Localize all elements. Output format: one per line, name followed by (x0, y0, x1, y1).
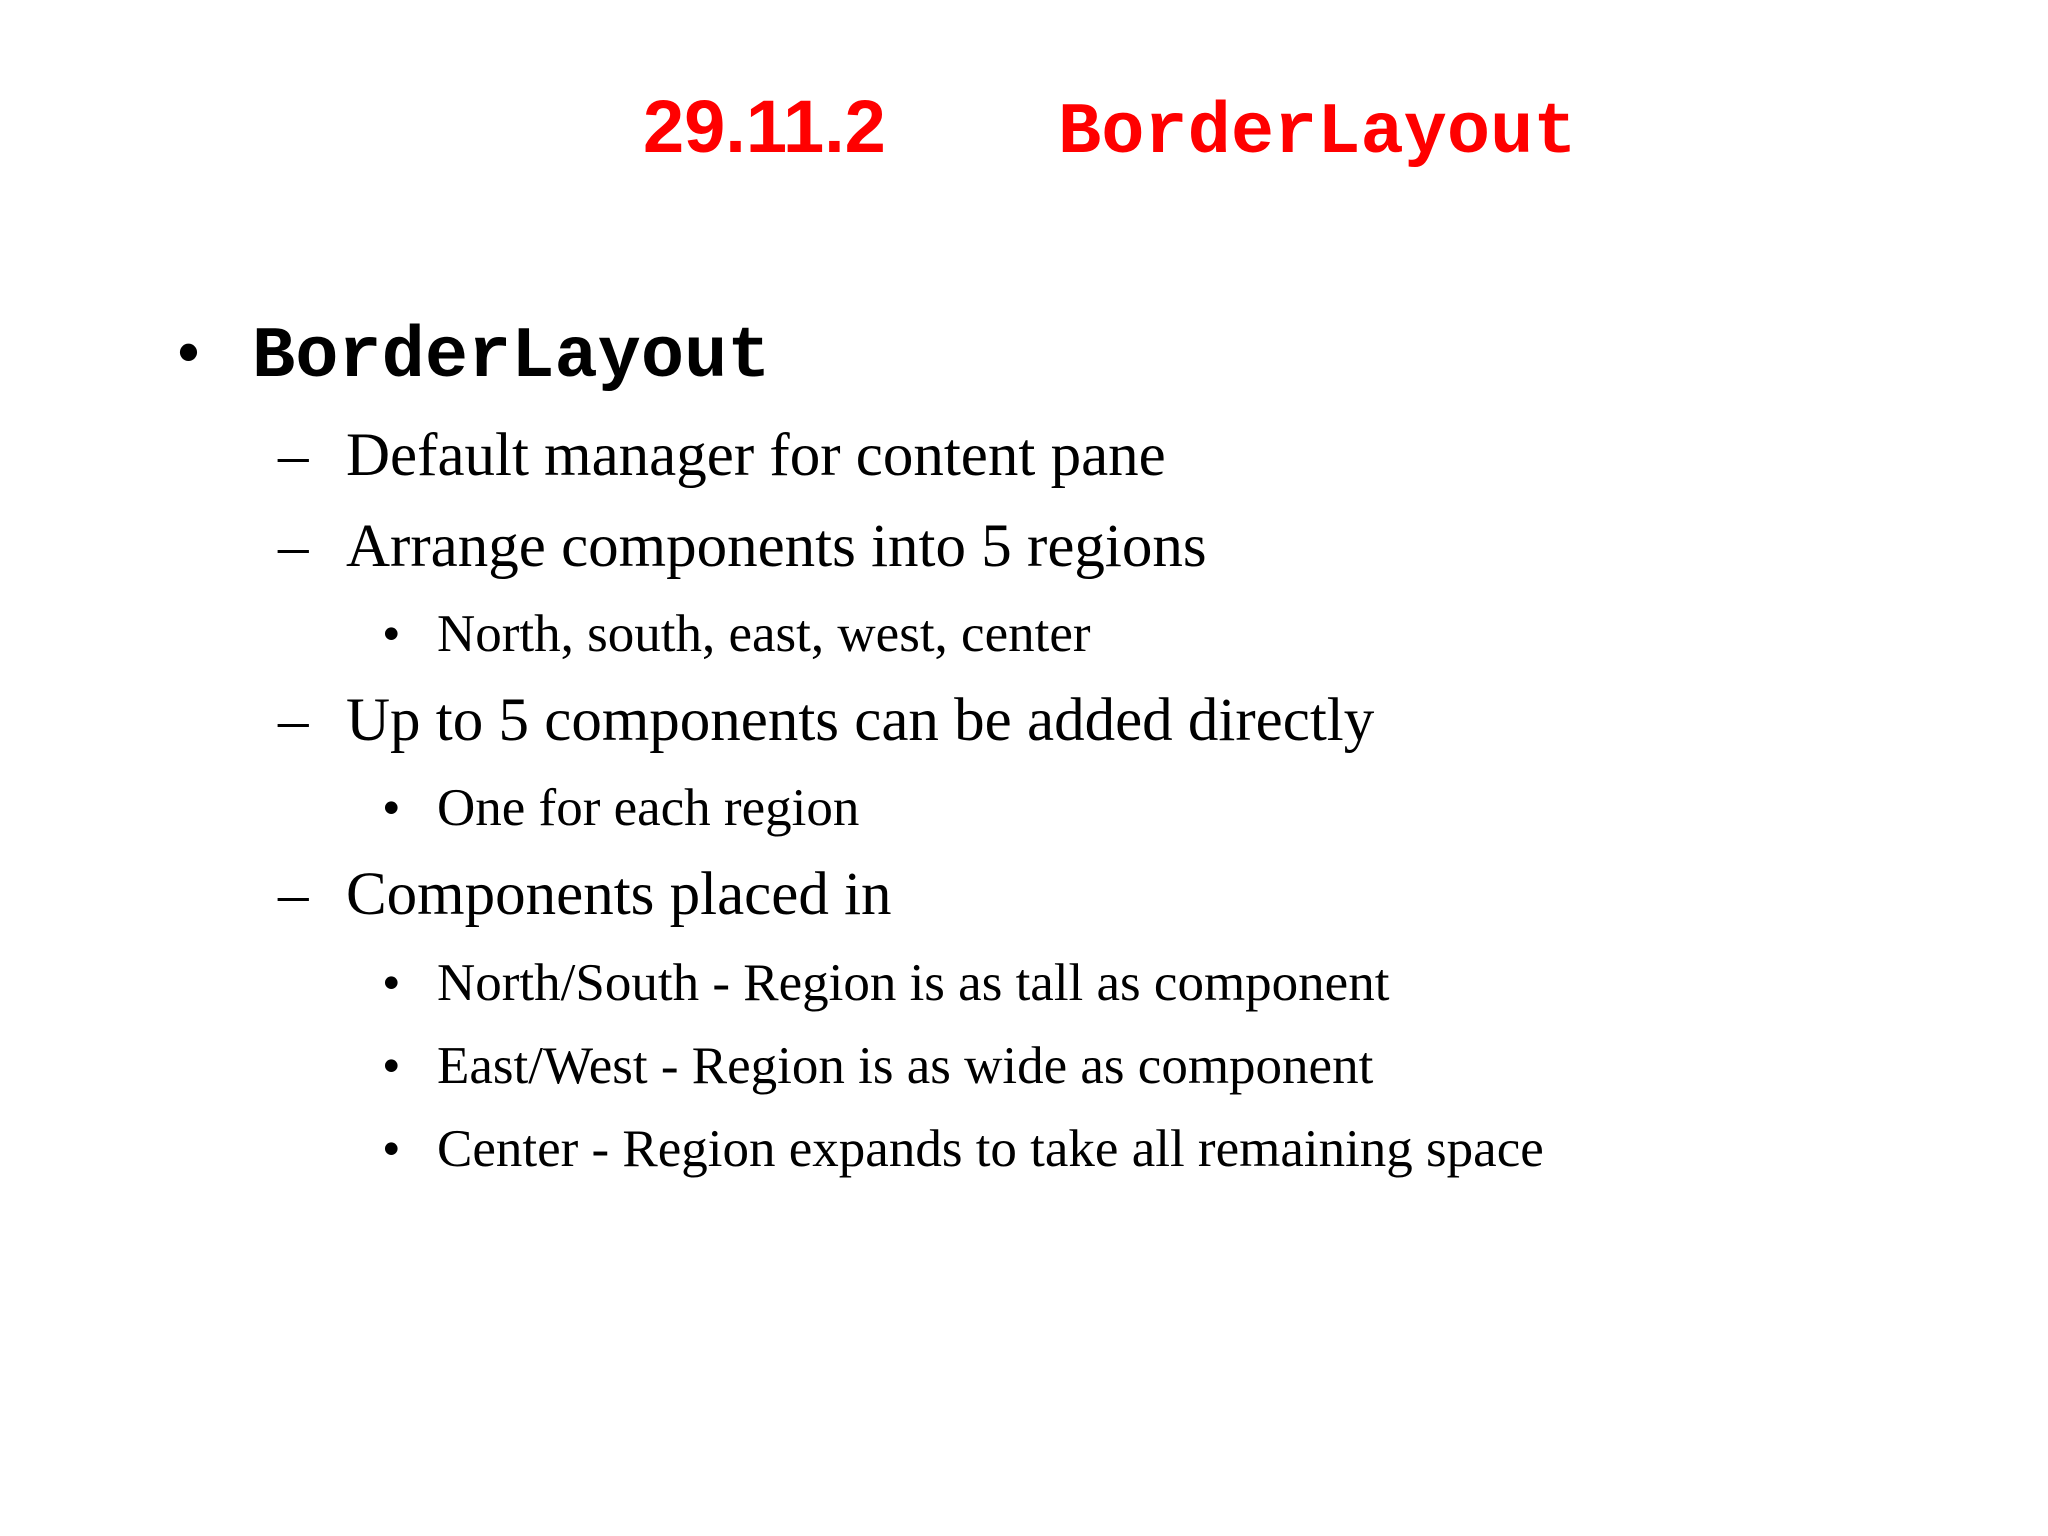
bullet-text: North, south, east, west, center (437, 605, 1091, 663)
bullet-text: Up to 5 components can be added directly (346, 687, 1375, 754)
bullet-text: Components placed in (346, 861, 892, 928)
bullet-text: BorderLayout (252, 316, 771, 398)
slide-title (0, 82, 2048, 182)
bullet-item-level2 (278, 511, 1207, 583)
bullet-item-level1 (178, 310, 770, 399)
section-title: BorderLayout (1058, 92, 1577, 174)
bullet-text: Center - Region expands to take all remaining space (437, 1120, 1544, 1178)
bullet-item-level3 (382, 776, 859, 840)
bullet-text: Default manager for content pane (346, 422, 1166, 489)
section-number: 29.11.2 (643, 85, 886, 168)
bullet-text: East/West - Region is as wide as component (437, 1037, 1374, 1095)
bullet-icon: • (178, 318, 200, 385)
dash-icon: – (278, 422, 309, 489)
bullet-item-level3 (382, 1117, 1544, 1181)
bullet-text: One for each region (437, 779, 860, 837)
bullet-icon: • (382, 1037, 401, 1095)
bullet-icon: • (382, 605, 401, 663)
bullet-text: Arrange components into 5 regions (346, 513, 1207, 580)
dash-icon: – (278, 687, 309, 754)
bullet-item-level3 (382, 1034, 1373, 1098)
bullet-item-level3 (382, 951, 1389, 1015)
bullet-item-level2 (278, 859, 892, 931)
bullet-item-level2 (278, 420, 1166, 492)
bullet-item-level3 (382, 602, 1091, 666)
bullet-icon: • (382, 779, 401, 837)
dash-icon: – (278, 513, 309, 580)
bullet-icon: • (382, 1120, 401, 1178)
bullet-item-level2 (278, 685, 1374, 757)
dash-icon: – (278, 861, 309, 928)
bullet-text: North/South - Region is as tall as component (437, 954, 1390, 1012)
bullet-icon: • (382, 954, 401, 1012)
